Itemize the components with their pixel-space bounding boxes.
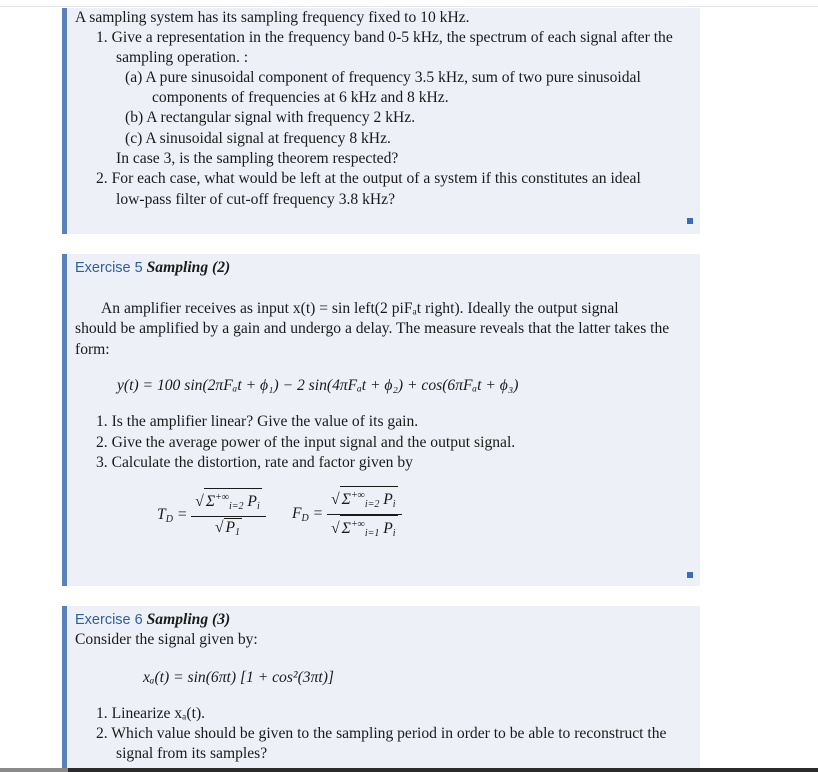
td-num-sup: +∞ <box>215 492 229 503</box>
ex6-label: Exercise 6 <box>75 612 143 628</box>
td-numerator: √ $\Sigma^{+\infty}_{i=2}$ $P_i$ <box>191 488 265 517</box>
fd-num-p-sub: i <box>392 499 396 510</box>
ex4-item-a-line2: components of frequencies at 6 kHz and 8 kHz. <box>152 89 449 106</box>
ex6-title: Sampling (3) <box>146 611 231 628</box>
td-lhs: T <box>157 505 166 523</box>
ex4-item2-line2: low-pass filter of cut-off frequency 3.8 kHz? <box>116 191 395 208</box>
ex4-item-c: (c) A sinusoidal signal at frequency 8 kHz. <box>125 130 391 147</box>
ex6-equation: xₐ(t) = sin(6πt) [1 + cos²(3πt)] <box>143 669 334 686</box>
td-den-p: P <box>225 519 236 536</box>
td-num-sigma: Σ <box>205 493 216 510</box>
td-num-sub: i=2 <box>228 501 244 512</box>
td-lhs-sub: D <box>165 513 173 525</box>
fd-den-sigma: Σ <box>341 520 351 537</box>
ex5-heading <box>75 258 230 278</box>
ex5-label: Exercise 5 <box>75 260 143 276</box>
ex6-question-2-line1: 2. Which value should be given to the sampling period in order to be able to reconstruct the <box>96 725 667 742</box>
fd-lhs: F <box>292 505 302 522</box>
fd-num-p: P <box>383 491 393 508</box>
fd-num-sup: +∞ <box>350 490 365 501</box>
td-num-p-sub: i <box>256 501 260 512</box>
td-formula: $T_D$ = $\frac{√ \Sigma^{+\infty}_{i=2} P_i}{√ P_1}$ <box>157 488 266 542</box>
ex4-item2-line1: 2. For each case, what would be left at the output of a system if this constitutes an ideal <box>96 170 641 187</box>
fd-denominator: √ $\Sigma^{+\infty}_{i=1}$ $P_i$ <box>327 515 401 543</box>
ex6-paragraph: Consider the signal given by: <box>75 631 258 648</box>
fd-den-p-sub: i <box>392 528 396 539</box>
ex4-intro: A sampling system has its sampling frequency fixed to 10 kHz. <box>75 9 470 26</box>
exercise-5-box <box>62 254 700 586</box>
fd-numerator: √ $\Sigma^{+\infty}_{i=2}$ $P_i$ <box>327 486 401 515</box>
fd-num-sub: i=2 <box>364 499 380 510</box>
fd-den-sub: i=1 <box>364 528 380 539</box>
td-den-sub: 1 <box>235 527 241 538</box>
ex4-item-b: (b) A rectangular signal with frequency 2 kHz. <box>125 109 416 126</box>
exercise-6-box <box>62 606 700 772</box>
td-fraction <box>191 488 265 542</box>
ex5-title: Sampling (2) <box>146 259 231 276</box>
end-of-exercise-square-icon <box>687 572 693 578</box>
fd-num-sigma: Σ <box>341 491 351 508</box>
fd-fraction <box>327 486 401 543</box>
fd-den-p: P <box>383 520 393 537</box>
td-denominator: √ $P_1$ <box>191 517 265 542</box>
td-num-p: P <box>247 493 257 510</box>
top-divider <box>0 6 818 7</box>
ex5-paragraph-line3: form: <box>75 341 110 358</box>
scrollbar-thumb[interactable] <box>0 768 68 772</box>
ex6-question-1: 1. Linearize xₐ(t). <box>96 705 206 722</box>
fd-formula: $F_D$ = $\frac{√ \Sigma^{+\infty}_{i=2} P_i}{√ \Sigma^{+\infty}_{i=1} P_i}$ <box>292 486 402 543</box>
ex5-question-2: 2. Give the average power of the input signal and the output signal. <box>96 434 516 451</box>
ex5-paragraph-line1: An amplifier receives as input x(t) = sin left(2 piFₐt right). Ideally the output signal <box>101 300 619 317</box>
fd-lhs-sub: D <box>301 513 309 524</box>
ex5-question-3: 3. Calculate the distortion, rate and factor given by <box>96 454 413 471</box>
ex5-paragraph-line2: should be amplified by a gain and undergo a delay. The measure reveals that the latter takes the <box>75 320 670 337</box>
exercise-4-box <box>62 8 700 234</box>
ex4-case3: In case 3, is the sampling theorem respected? <box>116 150 399 167</box>
ex6-question-2-line2: signal from its samples? <box>116 745 268 762</box>
fd-den-sup: +∞ <box>350 519 365 530</box>
ex4-item1-line2: sampling operation. : <box>116 49 249 66</box>
ex5-equation: y(t) = 100 sin(2πFₐt + ϕ₁) − 2 sin(4πFₐt + ϕ₂) + cos(6πFₐt + ϕ₃) <box>117 377 519 394</box>
ex6-heading <box>75 610 230 630</box>
ex4-item1-line1: 1. Give a representation in the frequency band 0-5 kHz, the spectrum of each signal after the <box>96 29 673 46</box>
ex5-question-1: 1. Is the amplifier linear? Give the value of its gain. <box>96 413 419 430</box>
end-of-exercise-square-icon <box>687 218 693 224</box>
horizontal-scrollbar[interactable] <box>0 768 818 772</box>
ex4-item-a-line1: (a) A pure sinusoidal component of frequency 3.5 kHz, sum of two pure sinusoidal <box>125 69 641 86</box>
